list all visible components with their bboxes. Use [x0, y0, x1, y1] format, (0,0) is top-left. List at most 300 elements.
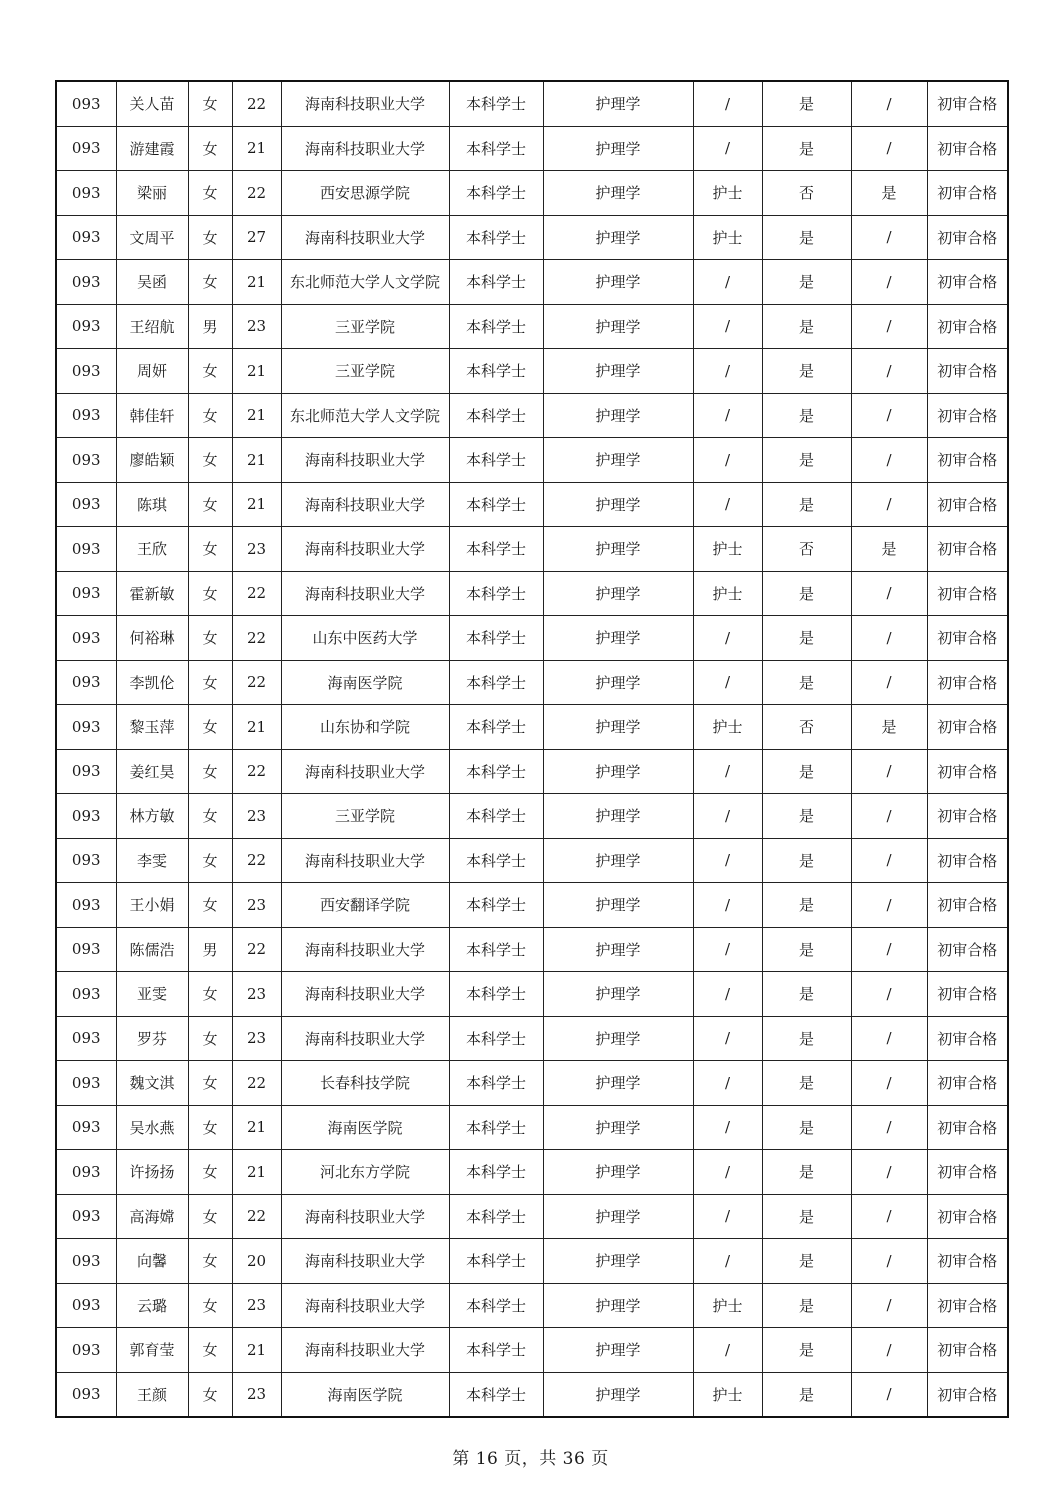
- school-cell: 海南科技职业大学: [281, 215, 449, 260]
- table-row: [56, 393, 1008, 438]
- name-cell: 向馨: [116, 1239, 188, 1284]
- age-cell: 22: [232, 927, 281, 972]
- school-cell: 西安思源学院: [281, 171, 449, 216]
- name-cell: 郭育莹: [116, 1328, 188, 1373]
- review-status-cell: 初审合格: [927, 883, 1008, 928]
- gender-cell: 女: [188, 1016, 232, 1061]
- candidate-table: [55, 80, 1009, 1418]
- name-cell: 吴水燕: [116, 1105, 188, 1150]
- gender-cell: 女: [188, 171, 232, 216]
- major-cell: 护理学: [543, 304, 693, 349]
- qualification-cell: /: [693, 660, 762, 705]
- age-cell: 21: [232, 438, 281, 483]
- qualification-cell: /: [693, 749, 762, 794]
- qualification-cell: /: [693, 1239, 762, 1284]
- licensed-cell: /: [851, 838, 927, 883]
- table-row: [56, 794, 1008, 839]
- table-body: [56, 81, 1008, 1417]
- table-row: [56, 349, 1008, 394]
- school-cell: 长春科技学院: [281, 1061, 449, 1106]
- degree-cell: 本科学士: [449, 126, 543, 171]
- qualification-cell: /: [693, 304, 762, 349]
- age-cell: 23: [232, 794, 281, 839]
- table-row: [56, 1105, 1008, 1150]
- position-code-cell: 093: [56, 126, 116, 171]
- name-cell: 李雯: [116, 838, 188, 883]
- name-cell: 廖皓颖: [116, 438, 188, 483]
- fresh-graduate-cell: 是: [762, 1150, 851, 1195]
- review-status-cell: 初审合格: [927, 304, 1008, 349]
- school-cell: 海南科技职业大学: [281, 81, 449, 126]
- footer-suffix: 页: [591, 1449, 609, 1469]
- licensed-cell: 是: [851, 527, 927, 572]
- gender-cell: 女: [188, 349, 232, 394]
- licensed-cell: /: [851, 349, 927, 394]
- gender-cell: 女: [188, 260, 232, 305]
- major-cell: 护理学: [543, 838, 693, 883]
- position-code-cell: 093: [56, 705, 116, 750]
- school-cell: 三亚学院: [281, 794, 449, 839]
- name-cell: 周妍: [116, 349, 188, 394]
- licensed-cell: /: [851, 81, 927, 126]
- qualification-cell: 护士: [693, 171, 762, 216]
- age-cell: 20: [232, 1239, 281, 1284]
- gender-cell: 女: [188, 438, 232, 483]
- licensed-cell: 是: [851, 171, 927, 216]
- major-cell: 护理学: [543, 260, 693, 305]
- review-status-cell: 初审合格: [927, 660, 1008, 705]
- position-code-cell: 093: [56, 1105, 116, 1150]
- degree-cell: 本科学士: [449, 1105, 543, 1150]
- degree-cell: 本科学士: [449, 794, 543, 839]
- name-cell: 陈琪: [116, 482, 188, 527]
- qualification-cell: 护士: [693, 705, 762, 750]
- name-cell: 王绍航: [116, 304, 188, 349]
- school-cell: 海南科技职业大学: [281, 972, 449, 1017]
- position-code-cell: 093: [56, 794, 116, 839]
- major-cell: 护理学: [543, 81, 693, 126]
- age-cell: 23: [232, 883, 281, 928]
- degree-cell: 本科学士: [449, 660, 543, 705]
- footer-prefix: 第: [452, 1449, 470, 1469]
- position-code-cell: 093: [56, 1061, 116, 1106]
- licensed-cell: /: [851, 304, 927, 349]
- name-cell: 李凯伦: [116, 660, 188, 705]
- school-cell: 海南科技职业大学: [281, 527, 449, 572]
- degree-cell: 本科学士: [449, 705, 543, 750]
- major-cell: 护理学: [543, 1105, 693, 1150]
- licensed-cell: /: [851, 1328, 927, 1373]
- degree-cell: 本科学士: [449, 749, 543, 794]
- qualification-cell: /: [693, 1328, 762, 1373]
- age-cell: 22: [232, 616, 281, 661]
- fresh-graduate-cell: 否: [762, 171, 851, 216]
- licensed-cell: /: [851, 126, 927, 171]
- age-cell: 22: [232, 1061, 281, 1106]
- qualification-cell: /: [693, 794, 762, 839]
- licensed-cell: 是: [851, 705, 927, 750]
- age-cell: 23: [232, 1372, 281, 1417]
- qualification-cell: /: [693, 1105, 762, 1150]
- age-cell: 21: [232, 482, 281, 527]
- gender-cell: 女: [188, 1150, 232, 1195]
- age-cell: 22: [232, 660, 281, 705]
- qualification-cell: /: [693, 126, 762, 171]
- position-code-cell: 093: [56, 1016, 116, 1061]
- fresh-graduate-cell: 是: [762, 304, 851, 349]
- review-status-cell: 初审合格: [927, 126, 1008, 171]
- school-cell: 山东协和学院: [281, 705, 449, 750]
- gender-cell: 女: [188, 1105, 232, 1150]
- qualification-cell: /: [693, 883, 762, 928]
- degree-cell: 本科学士: [449, 349, 543, 394]
- name-cell: 魏文淇: [116, 1061, 188, 1106]
- qualification-cell: /: [693, 482, 762, 527]
- degree-cell: 本科学士: [449, 1150, 543, 1195]
- major-cell: 护理学: [543, 660, 693, 705]
- qualification-cell: /: [693, 1150, 762, 1195]
- fresh-graduate-cell: 否: [762, 705, 851, 750]
- major-cell: 护理学: [543, 1372, 693, 1417]
- position-code-cell: 093: [56, 571, 116, 616]
- position-code-cell: 093: [56, 1283, 116, 1328]
- review-status-cell: 初审合格: [927, 260, 1008, 305]
- table-row: [56, 126, 1008, 171]
- qualification-cell: /: [693, 838, 762, 883]
- degree-cell: 本科学士: [449, 1194, 543, 1239]
- fresh-graduate-cell: 是: [762, 571, 851, 616]
- review-status-cell: 初审合格: [927, 393, 1008, 438]
- major-cell: 护理学: [543, 438, 693, 483]
- table-row: [56, 1194, 1008, 1239]
- total-page-count: 36: [562, 1449, 586, 1469]
- qualification-cell: /: [693, 81, 762, 126]
- licensed-cell: /: [851, 1061, 927, 1106]
- position-code-cell: 093: [56, 215, 116, 260]
- name-cell: 罗芬: [116, 1016, 188, 1061]
- fresh-graduate-cell: 是: [762, 616, 851, 661]
- licensed-cell: /: [851, 749, 927, 794]
- school-cell: 海南医学院: [281, 1372, 449, 1417]
- degree-cell: 本科学士: [449, 927, 543, 972]
- gender-cell: 男: [188, 304, 232, 349]
- gender-cell: 女: [188, 81, 232, 126]
- age-cell: 22: [232, 838, 281, 883]
- footer-middle: 页，共: [504, 1449, 557, 1469]
- degree-cell: 本科学士: [449, 1016, 543, 1061]
- fresh-graduate-cell: 是: [762, 215, 851, 260]
- qualification-cell: 护士: [693, 1283, 762, 1328]
- table-row: [56, 660, 1008, 705]
- gender-cell: 男: [188, 927, 232, 972]
- degree-cell: 本科学士: [449, 171, 543, 216]
- name-cell: 吴函: [116, 260, 188, 305]
- fresh-graduate-cell: 是: [762, 1016, 851, 1061]
- degree-cell: 本科学士: [449, 838, 543, 883]
- degree-cell: 本科学士: [449, 215, 543, 260]
- gender-cell: 女: [188, 126, 232, 171]
- position-code-cell: 093: [56, 660, 116, 705]
- licensed-cell: /: [851, 1372, 927, 1417]
- table-row: [56, 81, 1008, 126]
- review-status-cell: 初审合格: [927, 972, 1008, 1017]
- school-cell: 海南科技职业大学: [281, 1016, 449, 1061]
- gender-cell: 女: [188, 883, 232, 928]
- school-cell: 海南科技职业大学: [281, 571, 449, 616]
- fresh-graduate-cell: 是: [762, 660, 851, 705]
- fresh-graduate-cell: 是: [762, 126, 851, 171]
- major-cell: 护理学: [543, 1328, 693, 1373]
- age-cell: 23: [232, 1016, 281, 1061]
- table-row: [56, 616, 1008, 661]
- name-cell: 陈儒浩: [116, 927, 188, 972]
- gender-cell: 女: [188, 972, 232, 1017]
- fresh-graduate-cell: 是: [762, 972, 851, 1017]
- review-status-cell: 初审合格: [927, 171, 1008, 216]
- school-cell: 海南医学院: [281, 1105, 449, 1150]
- fresh-graduate-cell: 是: [762, 1239, 851, 1284]
- licensed-cell: /: [851, 972, 927, 1017]
- major-cell: 护理学: [543, 1239, 693, 1284]
- name-cell: 云璐: [116, 1283, 188, 1328]
- name-cell: 林方敏: [116, 794, 188, 839]
- major-cell: 护理学: [543, 393, 693, 438]
- name-cell: 姜红昊: [116, 749, 188, 794]
- fresh-graduate-cell: 是: [762, 260, 851, 305]
- degree-cell: 本科学士: [449, 1372, 543, 1417]
- gender-cell: 女: [188, 794, 232, 839]
- age-cell: 23: [232, 527, 281, 572]
- position-code-cell: 093: [56, 438, 116, 483]
- degree-cell: 本科学士: [449, 482, 543, 527]
- licensed-cell: /: [851, 438, 927, 483]
- name-cell: 游建霞: [116, 126, 188, 171]
- review-status-cell: 初审合格: [927, 1372, 1008, 1417]
- review-status-cell: 初审合格: [927, 749, 1008, 794]
- school-cell: 东北师范大学人文学院: [281, 260, 449, 305]
- position-code-cell: 093: [56, 749, 116, 794]
- major-cell: 护理学: [543, 527, 693, 572]
- table-row: [56, 972, 1008, 1017]
- page-footer: [0, 1444, 1061, 1469]
- age-cell: 23: [232, 1283, 281, 1328]
- licensed-cell: /: [851, 616, 927, 661]
- licensed-cell: /: [851, 1150, 927, 1195]
- review-status-cell: 初审合格: [927, 794, 1008, 839]
- position-code-cell: 093: [56, 616, 116, 661]
- review-status-cell: 初审合格: [927, 215, 1008, 260]
- age-cell: 21: [232, 1105, 281, 1150]
- position-code-cell: 093: [56, 171, 116, 216]
- degree-cell: 本科学士: [449, 438, 543, 483]
- gender-cell: 女: [188, 660, 232, 705]
- licensed-cell: /: [851, 1194, 927, 1239]
- licensed-cell: /: [851, 393, 927, 438]
- qualification-cell: 护士: [693, 1372, 762, 1417]
- school-cell: 海南科技职业大学: [281, 1328, 449, 1373]
- age-cell: 21: [232, 126, 281, 171]
- position-code-cell: 093: [56, 304, 116, 349]
- school-cell: 三亚学院: [281, 304, 449, 349]
- school-cell: 海南科技职业大学: [281, 838, 449, 883]
- gender-cell: 女: [188, 215, 232, 260]
- gender-cell: 女: [188, 1194, 232, 1239]
- licensed-cell: /: [851, 927, 927, 972]
- table-row: [56, 482, 1008, 527]
- age-cell: 21: [232, 260, 281, 305]
- table-row: [56, 927, 1008, 972]
- degree-cell: 本科学士: [449, 1061, 543, 1106]
- review-status-cell: 初审合格: [927, 1194, 1008, 1239]
- position-code-cell: 093: [56, 972, 116, 1017]
- table-row: [56, 838, 1008, 883]
- major-cell: 护理学: [543, 171, 693, 216]
- major-cell: 护理学: [543, 749, 693, 794]
- fresh-graduate-cell: 否: [762, 527, 851, 572]
- age-cell: 22: [232, 571, 281, 616]
- gender-cell: 女: [188, 1372, 232, 1417]
- fresh-graduate-cell: 是: [762, 749, 851, 794]
- age-cell: 22: [232, 171, 281, 216]
- school-cell: 海南科技职业大学: [281, 1239, 449, 1284]
- school-cell: 海南科技职业大学: [281, 1194, 449, 1239]
- school-cell: 西安翻译学院: [281, 883, 449, 928]
- review-status-cell: 初审合格: [927, 616, 1008, 661]
- licensed-cell: /: [851, 1239, 927, 1284]
- review-status-cell: 初审合格: [927, 1105, 1008, 1150]
- qualification-cell: /: [693, 616, 762, 661]
- degree-cell: 本科学士: [449, 1239, 543, 1284]
- name-cell: 王小娟: [116, 883, 188, 928]
- table-row: [56, 304, 1008, 349]
- major-cell: 护理学: [543, 1194, 693, 1239]
- age-cell: 21: [232, 349, 281, 394]
- fresh-graduate-cell: 是: [762, 927, 851, 972]
- gender-cell: 女: [188, 1061, 232, 1106]
- table-row: [56, 1016, 1008, 1061]
- table-row: [56, 215, 1008, 260]
- degree-cell: 本科学士: [449, 81, 543, 126]
- review-status-cell: 初审合格: [927, 81, 1008, 126]
- school-cell: 海南科技职业大学: [281, 482, 449, 527]
- fresh-graduate-cell: 是: [762, 349, 851, 394]
- licensed-cell: /: [851, 883, 927, 928]
- table-row: [56, 705, 1008, 750]
- table-row: [56, 527, 1008, 572]
- licensed-cell: /: [851, 260, 927, 305]
- fresh-graduate-cell: 是: [762, 393, 851, 438]
- position-code-cell: 093: [56, 260, 116, 305]
- degree-cell: 本科学士: [449, 1283, 543, 1328]
- table-row: [56, 1239, 1008, 1284]
- review-status-cell: 初审合格: [927, 1239, 1008, 1284]
- review-status-cell: 初审合格: [927, 349, 1008, 394]
- position-code-cell: 093: [56, 1239, 116, 1284]
- fresh-graduate-cell: 是: [762, 81, 851, 126]
- name-cell: 文周平: [116, 215, 188, 260]
- name-cell: 霍新敏: [116, 571, 188, 616]
- age-cell: 21: [232, 393, 281, 438]
- table-row: [56, 438, 1008, 483]
- degree-cell: 本科学士: [449, 972, 543, 1017]
- qualification-cell: /: [693, 260, 762, 305]
- school-cell: 山东中医药大学: [281, 616, 449, 661]
- position-code-cell: 093: [56, 1194, 116, 1239]
- qualification-cell: /: [693, 1194, 762, 1239]
- name-cell: 王欣: [116, 527, 188, 572]
- major-cell: 护理学: [543, 1283, 693, 1328]
- school-cell: 海南科技职业大学: [281, 749, 449, 794]
- licensed-cell: /: [851, 1105, 927, 1150]
- major-cell: 护理学: [543, 705, 693, 750]
- qualification-cell: 护士: [693, 527, 762, 572]
- school-cell: 河北东方学院: [281, 1150, 449, 1195]
- fresh-graduate-cell: 是: [762, 1283, 851, 1328]
- major-cell: 护理学: [543, 1061, 693, 1106]
- age-cell: 22: [232, 81, 281, 126]
- name-cell: 韩佳轩: [116, 393, 188, 438]
- qualification-cell: /: [693, 927, 762, 972]
- school-cell: 海南医学院: [281, 660, 449, 705]
- table-row: [56, 1150, 1008, 1195]
- position-code-cell: 093: [56, 838, 116, 883]
- fresh-graduate-cell: 是: [762, 794, 851, 839]
- review-status-cell: 初审合格: [927, 1016, 1008, 1061]
- position-code-cell: 093: [56, 1150, 116, 1195]
- licensed-cell: /: [851, 1283, 927, 1328]
- name-cell: 许扬扬: [116, 1150, 188, 1195]
- fresh-graduate-cell: 是: [762, 1105, 851, 1150]
- gender-cell: 女: [188, 482, 232, 527]
- review-status-cell: 初审合格: [927, 1061, 1008, 1106]
- major-cell: 护理学: [543, 616, 693, 661]
- age-cell: 22: [232, 1194, 281, 1239]
- gender-cell: 女: [188, 393, 232, 438]
- age-cell: 21: [232, 705, 281, 750]
- school-cell: 三亚学院: [281, 349, 449, 394]
- table-row: [56, 1328, 1008, 1373]
- major-cell: 护理学: [543, 927, 693, 972]
- review-status-cell: 初审合格: [927, 482, 1008, 527]
- table-row: [56, 1372, 1008, 1417]
- name-cell: 王颜: [116, 1372, 188, 1417]
- licensed-cell: /: [851, 660, 927, 705]
- degree-cell: 本科学士: [449, 527, 543, 572]
- gender-cell: 女: [188, 749, 232, 794]
- qualification-cell: /: [693, 1061, 762, 1106]
- table-row: [56, 1283, 1008, 1328]
- qualification-cell: /: [693, 1016, 762, 1061]
- fresh-graduate-cell: 是: [762, 1372, 851, 1417]
- school-cell: 海南科技职业大学: [281, 126, 449, 171]
- age-cell: 23: [232, 304, 281, 349]
- name-cell: 高海嫦: [116, 1194, 188, 1239]
- fresh-graduate-cell: 是: [762, 1328, 851, 1373]
- age-cell: 27: [232, 215, 281, 260]
- fresh-graduate-cell: 是: [762, 838, 851, 883]
- position-code-cell: 093: [56, 482, 116, 527]
- qualification-cell: /: [693, 438, 762, 483]
- degree-cell: 本科学士: [449, 260, 543, 305]
- fresh-graduate-cell: 是: [762, 1061, 851, 1106]
- name-cell: 梁丽: [116, 171, 188, 216]
- gender-cell: 女: [188, 571, 232, 616]
- major-cell: 护理学: [543, 349, 693, 394]
- degree-cell: 本科学士: [449, 616, 543, 661]
- licensed-cell: /: [851, 794, 927, 839]
- major-cell: 护理学: [543, 883, 693, 928]
- qualification-cell: /: [693, 349, 762, 394]
